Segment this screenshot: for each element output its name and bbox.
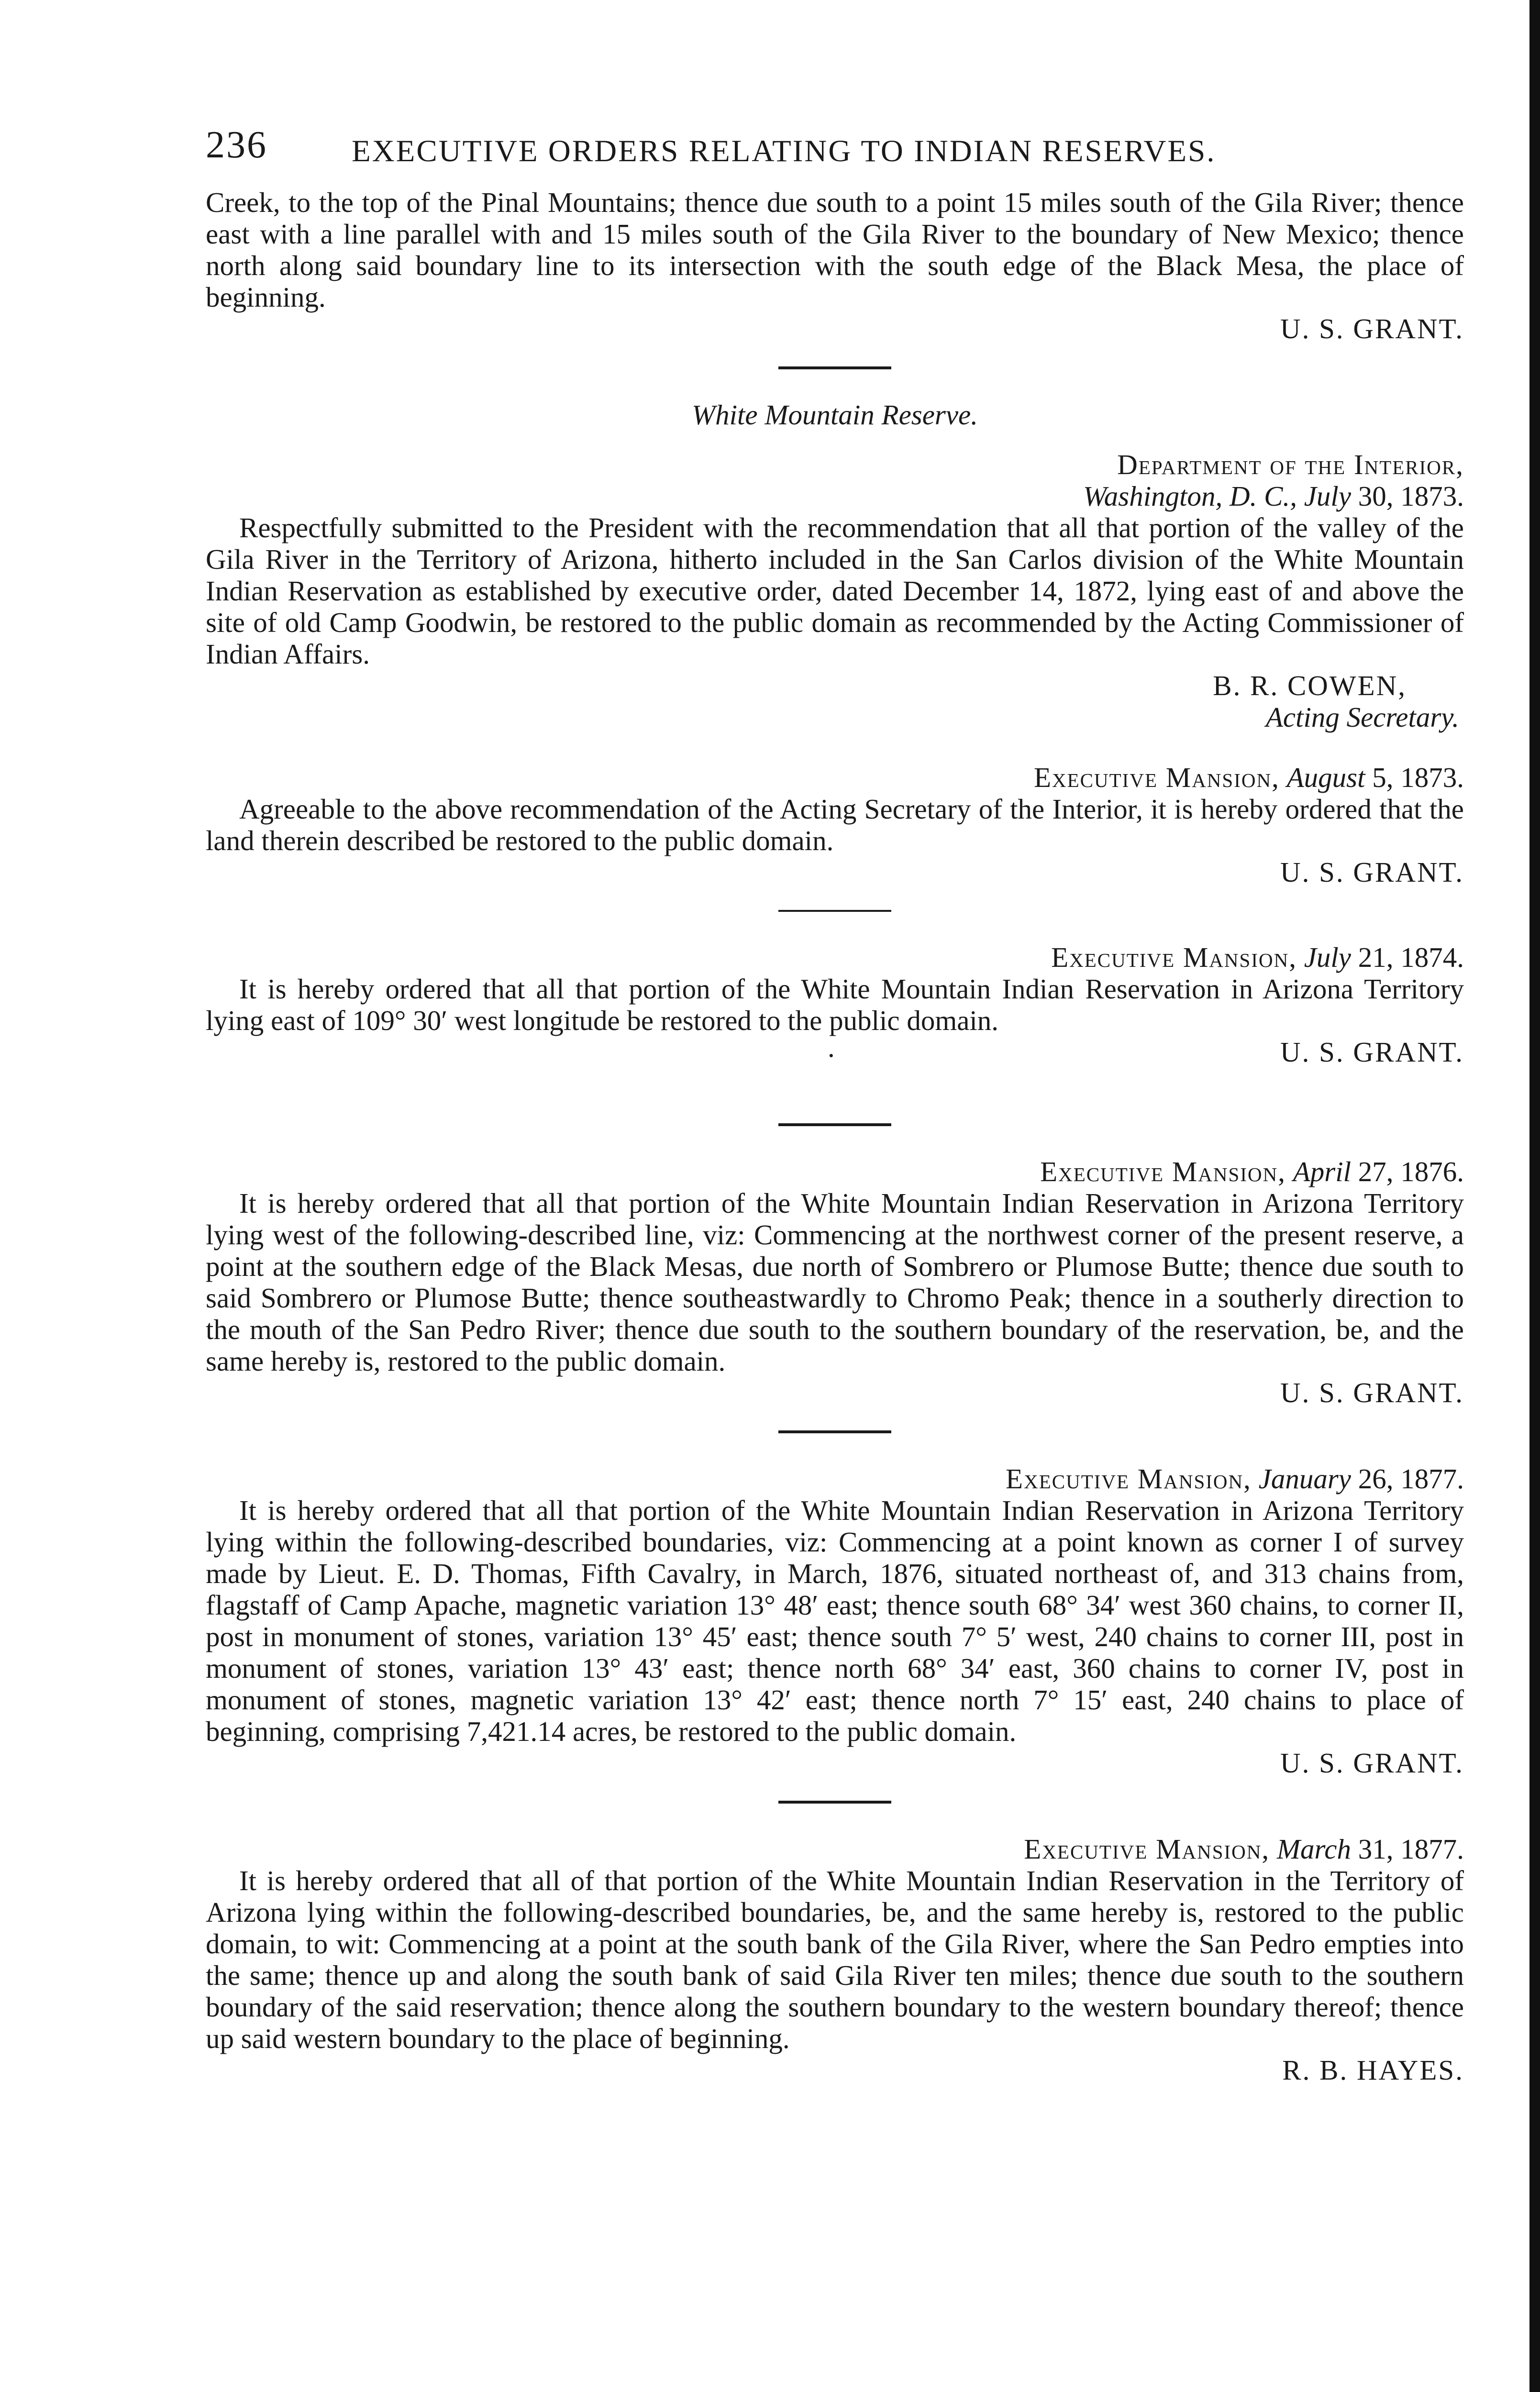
paragraph: It is hereby ordered that all of that portion of the White Mountain Indian Reservation in the Territory of Arizona lying within the following-described boundaries, be, and the same hereby is, restored to the public domain, to wit: Commencing at a point at the south bank of the Gila River, where the San Pedro empties into the same; thence up and along the south bank of said Gila River ten miles; thence due south to the southern boundary of the said reservation; thence along the southern boundary to the western boundary thereof; thence up said western boundary to the place of beginning. [206,1865,1464,2054]
reserve-heading: White Mountain Reserve. [691,399,978,431]
order-1873-july [206,449,1464,733]
signature: U. S. GRANT. [1280,1036,1464,1068]
paragraph: Agreeable to the above recommendation of the Acting Secretary of the Interior, it is hereby ordered that the land therein described be restored to the public domain. [206,793,1464,856]
signature: U. S. GRANT. [1280,313,1464,344]
section-divider [778,366,891,369]
dateline: Executive Mansion, January 26, 1877. [1006,1463,1464,1495]
section-divider [778,1801,891,1804]
section-divider [778,1123,891,1126]
dateline-place: Washington, D. C., July 30, 1873. [1083,480,1464,512]
signature: R. B. HAYES. [1282,2054,1464,2086]
paragraph: It is hereby ordered that all that portion of the White Mountain Indian Reservation in Arizona Territory lying east of 109° 30′ west longitude be restored to the public domain. [206,973,1464,1036]
dateline-office: Department of the Interior, [1117,449,1464,480]
paragraph: Creek, to the top of the Pinal Mountains; thence due south to a point 15 miles south of the Gila River; thence east with a line parallel with and 15 miles south of the Gila River to the boundary of New Mexico; thence north along said boundary line to its intersection with the south edge of the Black Mesa, the place of beginning. [206,187,1464,313]
page-header [206,120,1464,187]
dateline: Executive Mansion, March 31, 1877. [1024,1833,1464,1865]
order-1874-july [206,941,1464,1068]
stray-mark: . [828,1031,835,1063]
document-page [206,120,1464,2086]
dateline: Executive Mansion, July 21, 1874. [1051,941,1464,973]
signature: U. S. GRANT. [1280,1377,1464,1408]
dateline: Executive Mansion, August 5, 1873. [1033,762,1464,793]
signature-title: Acting Secretary. [1265,701,1459,733]
top-section [206,187,1464,344]
order-1873-august [206,762,1464,888]
order-1877-january [206,1463,1464,1779]
section-divider [778,1430,891,1433]
signature: U. S. GRANT. [1280,1747,1464,1779]
order-1876-april [206,1156,1464,1408]
signature: B. R. COWEN, [1213,670,1407,701]
paragraph: It is hereby ordered that all that portion of the White Mountain Indian Reservation in Arizona Territory lying west of the following-described line, viz: Commencing at the northwest corner of the present reserve, a point at the southern edge of the Black Mesas, due north of Sombrero or Plumose Butte; thence due south to said Sombrero or Plumose Butte; thence southeastwardly to Chromo Peak; thence in a southerly direction to the mouth of the San Pedro River; thence due south to the southern boundary of the reservation, be, and the same hereby is, restored to the public domain. [206,1187,1464,1377]
paragraph: It is hereby ordered that all that portion of the White Mountain Indian Reservation in Arizona Territory lying within the following-described boundaries, viz: Commencing at a point known as corner I of survey made by Lieut. E. D. Thomas, Fifth Cavalry, in March, 1876, situated northeast of, and 313 chains from, flagstaff of Camp Apache, magnetic variation 13° 48′ east; thence south 68° 34′ west 360 chains, to corner II, post in monument of stones, variation 13° 45′ east; thence south 7° 5′ west, 240 chains to corner III, post in monument of stones, variation 13° 43′ east; thence north 68° 34′ east, 360 chains to corner IV, post in monument of stones, magnetic variation 13° 42′ east; thence north 7° 15′ east, 240 chains to place of beginning, comprising 7,421.14 acres, be restored to the public domain. [206,1495,1464,1747]
order-1877-march [206,1833,1464,2086]
running-title: EXECUTIVE ORDERS RELATING TO INDIAN RESERVES. [352,134,1216,168]
signature: U. S. GRANT. [1280,856,1464,888]
paragraph: Respectfully submitted to the President with the recommendation that all that portion of the valley of the Gila River in the Territory of Arizona, hitherto included in the San Carlos division of the White Mountain Indian Reservation as established by executive order, dated December 14, 1872, lying east of and above the site of old Camp Goodwin, be restored to the public domain as recommended by the Acting Commissioner of Indian Affairs. [206,512,1464,670]
dateline: Executive Mansion, April 27, 1876. [1040,1156,1464,1187]
scan-right-edge [1529,0,1540,2392]
page-number: 236 [206,124,267,166]
section-divider [778,910,891,912]
